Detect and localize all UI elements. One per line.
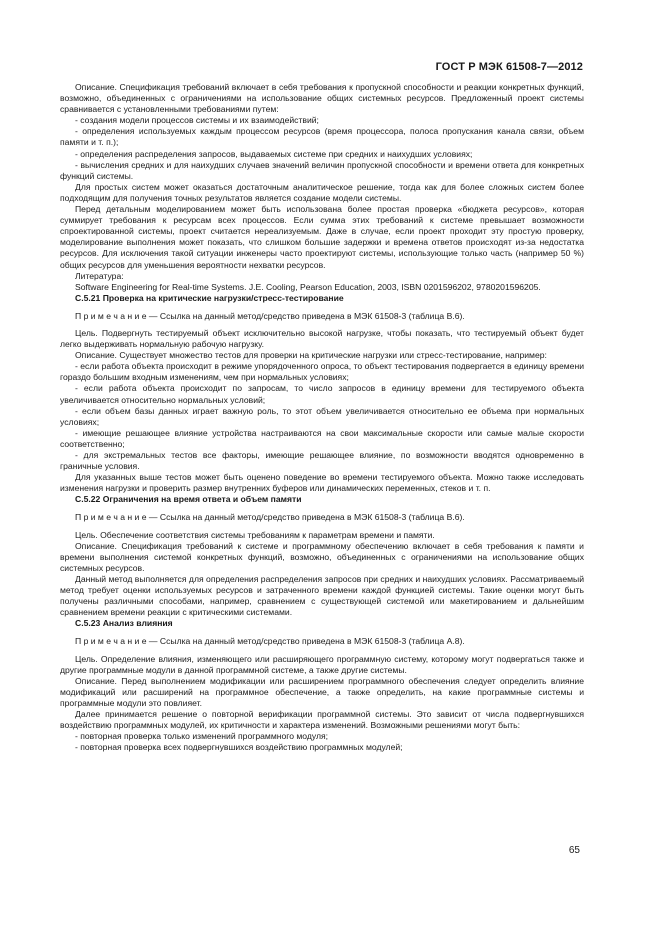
standard-header: ГОСТ Р МЭК 61508-7—2012 [435, 61, 583, 73]
section-heading: C.5.21 Проверка на критические нагрузки/стресс-тестирование [75, 292, 344, 303]
paragraph: Для указанных выше тестов может быть оценено поведение во времени тестируемого объекта. Можно также исследовать изменения нагрузки и проверить размер внутренних буферов или динамических переменных, стеков и т. п. [60, 472, 584, 494]
paragraph: - повторная проверка всех подвергнувшихся воздействию программных модулей; [75, 742, 403, 753]
note-paragraph: П р и м е ч а н и е — Ссылка на данный метод/средство приведена в МЭК 61508-3 (таблица В.6). [75, 310, 465, 321]
paragraph: - если работа объекта происходит по запросам, то число запросов в единицу времени для тестируемого объекта увеличивается относительно нормальных условий; [60, 383, 584, 405]
paragraph: - имеющие решающее влияние устройства настраиваются на свои максимальные скорости или самые малые скорости соответственно; [60, 427, 584, 449]
paragraph: - если работа объекта происходит в режиме упорядоченного опроса, то объект тестирования подвергается в единицу времени гораздо большим входным изменениям, чем при нормальных условиях; [60, 361, 584, 383]
paragraph: Цель. Определение влияния, изменяющего или расширяющего программную систему, которому могут подвергаться также и другие программные модули в данной программной системе, а также другие системы. [60, 653, 584, 675]
section-heading: C.5.22 Ограничения на время ответа и объем памяти [75, 494, 302, 505]
note-paragraph: П р и м е ч а н и е — Ссылка на данный метод/средство приведена в МЭК 61508-3 (таблица А.8). [75, 636, 465, 647]
paragraph: - определения используемых каждым процессом ресурсов (время процессора, полоса пропускания канала связи, объем памяти и т. п.); [60, 126, 584, 148]
page-number: 65 [568, 845, 580, 856]
note-paragraph: П р и м е ч а н и е — Ссылка на данный метод/средство приведена в МЭК 61508-3 (таблица В.6). [75, 512, 465, 523]
paragraph: - вычисления средних и для наихудших случаев значений величин пропускной способности и времени ответа для конкретных функций системы. [60, 159, 584, 181]
paragraph: - создания модели процессов системы и их взаимодействий; [75, 115, 319, 126]
paragraph: Описание. Существует множество тестов для проверки на критические нагрузки или стресс-тестирование, например: [75, 350, 547, 361]
paragraph: Описание. Спецификация требований к системе и программному обеспечению включает в себя требования к памяти и времени выполнения системой конкретных функций, возможно, объединенных с ограничениями на использование общих системных ресурсов. [60, 540, 584, 573]
section-heading: C.5.23 Анализ влияния [75, 618, 173, 629]
paragraph: Далее принимается решение о повторной верификации программной системы. Это зависит от числа подвергнувшихся воздействию программных модулей, их критичности и характера изменений. Возможными решениями могут быть: [60, 708, 584, 731]
paragraph: Цель. Подвергнуть тестируемый объект исключительно высокой нагрузке, чтобы показать, что тестируемый объект будет легко выдерживать нормальную рабочую нагрузку. [60, 327, 584, 350]
paragraph: Перед детальным моделированием может быть использована более простая проверка «бюджета ресурсов», которая суммирует требования к ресурсам всех процессов. Если сумма этих требований к системе превышает возможности спроектированной системы, проект считается нереализуемым. Даже в случае, если проект проходит эту простую проверку, моделирование выполнения может показать, что слишком большие задержки и времена ответов происходят из-за недостатка ресурсов. Для исключения такой ситуации инженеры часто проектируют системы, использующие только часть (например 50 %) общих ресурсов для уменьшения вероятности нехватки ресурсов. [60, 204, 584, 270]
paragraph: Данный метод выполняется для определения распределения запросов при средних и наихудших условиях. Рассматриваемый метод требует оценки используемых ресурсов и затраченного времени каждой функцией системы. Такие оценки могут быть получены различными способами, например, сравнением с существующей системой или макетированием и дальнейшим сравнением времени реакции с критическими системами. [60, 573, 584, 618]
document-body [60, 82, 584, 753]
paragraph: - повторная проверка только изменений программного модуля; [75, 731, 329, 742]
paragraph: Описание. Спецификация требований включает в себя требования к пропускной способности и реакции конкретных функций, возможно, объединенных с ограничениями на использование общих системных ресурсов. Предложенный проект системы сравнивается с установленными требованиями путем: [60, 82, 584, 115]
paragraph: Software Engineering for Real-time Systems. J.E. Cooling, Pearson Education, 2003, ISBN 0201596202, 9780201596205. [75, 281, 541, 292]
paragraph: Литература: [75, 270, 124, 281]
paragraph: Для простых систем может оказаться достаточным аналитическое решение, тогда как для более сложных систем более подходящим для получения точных результатов является создание модели системы. [60, 181, 584, 203]
paragraph: - определения распределения запросов, выдаваемых системе при средних и наихудших условиях; [75, 148, 473, 159]
paragraph: Описание. Перед выполнением модификации или расширением программного обеспечения следует определить влияние модификаций или расширений на программное обеспечение, а также определить, на какие программные системы и программные модули это повлияет. [60, 675, 584, 708]
paragraph: Цель. Обеспечение соответствия системы требованиям к параметрам времени и памяти. [75, 529, 435, 540]
paragraph: - если объем базы данных играет важную роль, то этот объем увеличивается относительно ее объема при нормальных условиях; [60, 405, 584, 427]
paragraph: - для экстремальных тестов все факторы, имеющие решающее влияние, по возможности вводятся одновременно в граничные условия. [60, 450, 584, 472]
